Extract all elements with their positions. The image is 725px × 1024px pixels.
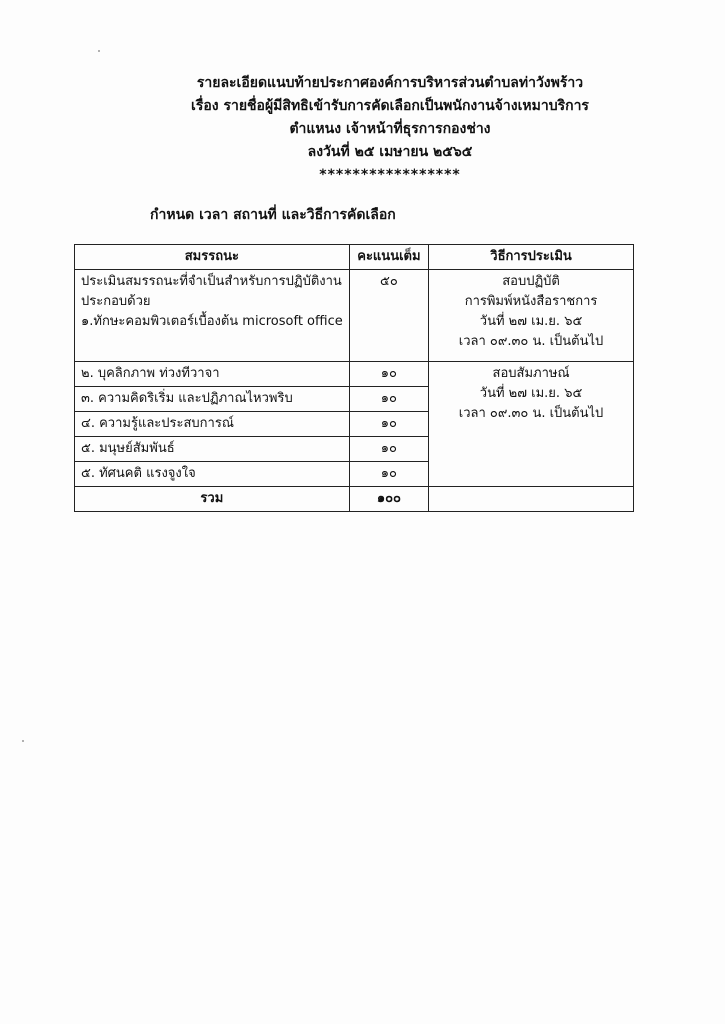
method-cell [429,362,634,487]
score-cell: ๕๐ [349,270,428,362]
total-label: รวม [75,487,350,512]
scan-speck [22,740,24,742]
section-heading: กำหนด เวลา สถานที่ และวิธีการคัดเลือก [150,207,396,223]
header-subject: เรื่อง รายชื่อผู้มีสิทธิเข้ารับการคัดเลือกเป็นพนักงานจ้างเหมาบริการ [191,98,589,114]
assessment-table [74,244,634,512]
method-cell [429,270,634,362]
header-method: วิธีการประเมิน [429,245,634,270]
score-cell: ๑๐ [349,412,428,437]
score-cell: ๑๐ [349,462,428,487]
header-position: ตำแหนง เจ้าหน้าที่ธุรการกองช่าง [289,121,491,137]
method-line: สอบสัมภาษณ์ [492,366,570,381]
scan-speck [98,50,100,52]
document-header [150,72,630,187]
total-score: ๑๐๐ [349,487,428,512]
competency-cell: ๔. ความรู้และประสบการณ์ [75,412,350,437]
header-divider-stars: ***************** [319,167,461,183]
competency-cell: ๕. ทัศนคติ แรงจูงใจ [75,462,350,487]
competency-cell: ๕. มนุษย์สัมพันธ์ [75,437,350,462]
table-row [75,362,634,387]
table-header-row [75,245,634,270]
header-competency: สมรรถนะ [75,245,350,270]
competency-cell [75,270,350,362]
total-method-cell [429,487,634,512]
table-row [75,270,634,362]
header-date: ลงวันที่ ๒๕ เมษายน ๒๕๖๕ [307,144,473,160]
competency-cell: ๓. ความคิดริเริ่ม และปฏิภาณไหวพริบ [75,387,350,412]
method-line: เวลา ๐๙.๓๐ น. เป็นต้นไป [458,406,604,421]
competency-line: ประกอบด้วย [81,294,151,309]
competency-line: ประเมินสมรรถนะที่จำเป็นสำหรับการปฏิบัติงาน [81,274,342,289]
header-title: รายละเอียดแนบท้ายประกาศองค์การบริหารส่วนตำบลท่าวังพร้าว [196,75,584,91]
method-line: การพิมพ์หนังสือราชการ [464,294,598,309]
method-line: วันที่ ๒๗ เม.ย. ๖๕ [479,386,583,401]
score-cell: ๑๐ [349,387,428,412]
method-line: สอบปฏิบัติ [502,274,560,289]
competency-cell: ๒. บุคลิกภาพ ท่วงทีวาจา [75,362,350,387]
table-total-row [75,487,634,512]
header-full-score: คะแนนเต็ม [349,245,428,270]
method-line: เวลา ๐๙.๓๐ น. เป็นต้นไป [458,334,604,349]
competency-line: ๑.ทักษะคอมพิวเตอร์เบื้องต้น microsoft office [81,314,343,329]
score-cell: ๑๐ [349,362,428,387]
method-line: วันที่ ๒๗ เม.ย. ๖๕ [479,314,583,329]
score-cell: ๑๐ [349,437,428,462]
